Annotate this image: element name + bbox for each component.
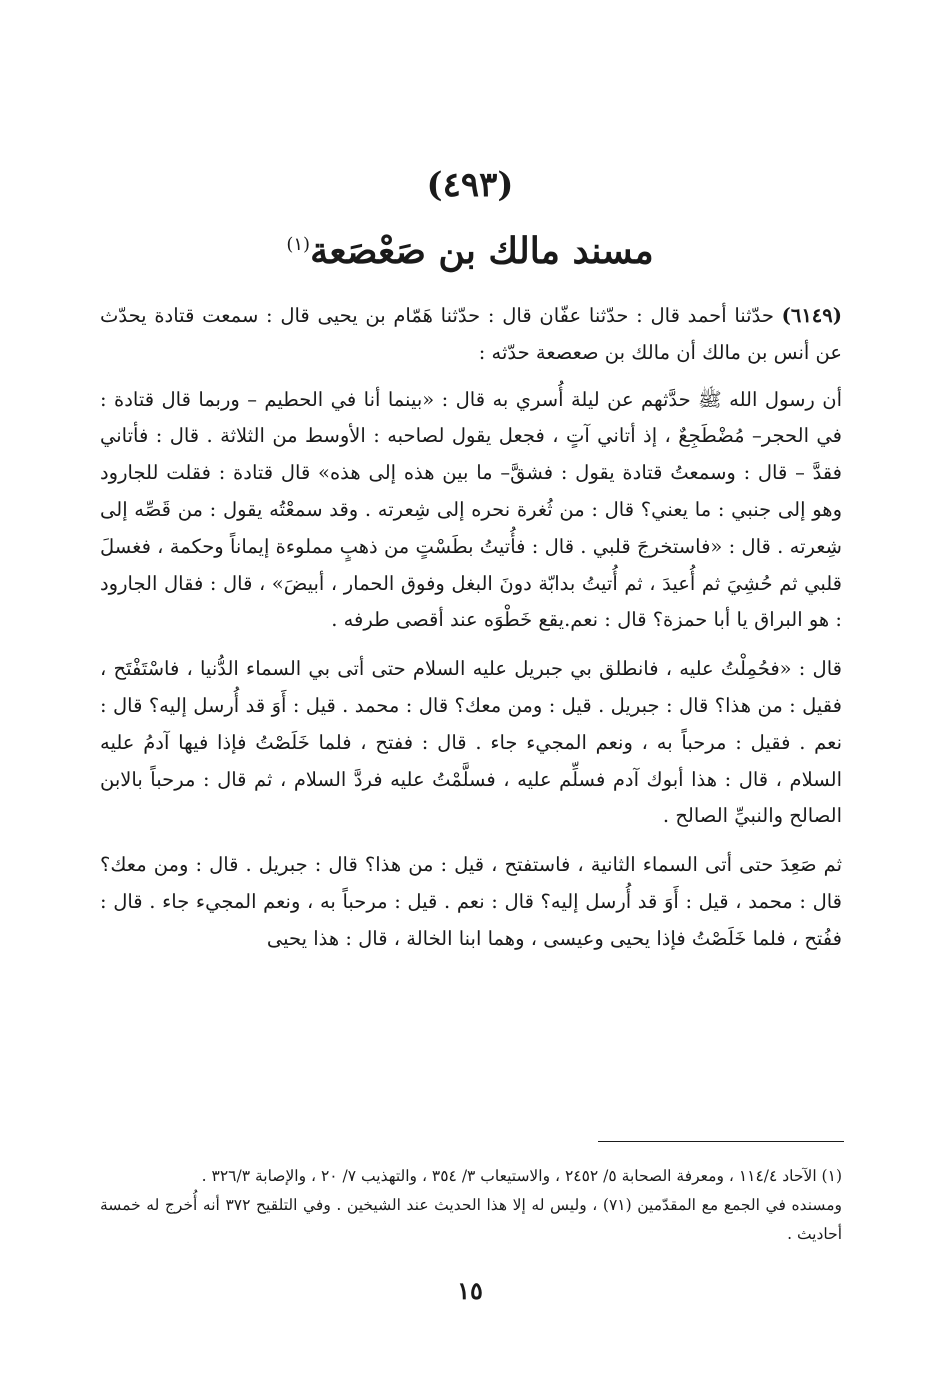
footnote-line: ومسنده في الجمع مع المقدّمين (٧١) ، وليس له إلا هذا الحديث عند الشيخين . وفي التلقيح ٣٧٢ أنه أُخرج له خمسة أحاديث . bbox=[100, 1196, 843, 1243]
paragraph-matn-3: ثم صَعِدَ حتى أتى السماء الثانية ، فاستفتح ، قيل : من هذا؟ قال : جبريل . قال : ومن معك؟ قال : محمد ، قيل : أَوَ قد أُرسل إليه؟ قال : نعم . قيل : مرحباً به ، ونعم المجيء جاء . قال : ففُتح ، فلما خَلَصْتُ فإذا يحيى وعيسى ، وهما ابنا الخالة ، قال : هذا يحيى bbox=[100, 853, 842, 950]
title-text: مسند مالك بن صَعْصَعة bbox=[310, 230, 654, 272]
title-footnote-marker: (١) bbox=[286, 234, 311, 255]
section-number: (٤٩٣) bbox=[426, 165, 514, 205]
paragraph-matn-1: أن رسول الله ﷺ حدَّثهم عن ليلة أُسري به قال : «بينما أنا في الحطيم – وربما قال قتادة : في الحجر– مُضْطَجِعٌ ، إذ أتاني آتٍ ، فجعل يقول لصاحبه : الأوسط من الثلاثة . قال : فأتاني فقدَّ – قال : وسمعتُ قتادة يقول : فشقَّ– ما بين هذه إلى هذه» قال قتادة : فقلت للجارود وهو إلى جنبي : ما يعني؟ قال : من ثُغرة نحره إلى شِعرته . وقد سمعْتُه يقول : من قَصِّه إلى شِعرته . قال : «فاستخرجَ قلبي . قال : فأُتيتُ بطَسْتٍ من ذهبٍ مملوءة إيماناً وحكمة ، فغسلَ قلبي ثم حُشِيَ ثم أُعيدَ ، ثم أُتيتُ بدابّة دونَ البغل وفوق الحمار ، أبيضَ» ، قال : فقال الجارود : هو البراق يا أبا حمزة؟ قال : نعم.يقع خَطْوَه عند أقصى طرفه . bbox=[100, 387, 842, 632]
page-title bbox=[0, 230, 940, 272]
footnote-divider bbox=[598, 1141, 844, 1142]
footnotes bbox=[100, 1162, 842, 1249]
paragraph-text: حدّثنا أحمد قال : حدّثنا عفّان قال : حدّثنا هَمّام بن يحيى قال : سمعت قتادة يحدّث عن أنس بن مالك أن مالك بن صعصعة حدّثه : bbox=[100, 304, 842, 364]
footnote-line: (١) الآحاد ١١٤/٤ ، ومعرفة الصحابة ٥/ ٢٤٥٢ ، والاستيعاب ٣/ ٣٥٤ ، والتهذيب ٧/ ٢٠ ، والإصابة ٣٢٦/٣ . bbox=[201, 1167, 842, 1185]
page-number: ١٥ bbox=[457, 1276, 483, 1305]
main-text bbox=[100, 298, 842, 970]
paragraph-isnad bbox=[100, 298, 842, 372]
hadith-number: (٦١٤٩) bbox=[781, 304, 842, 327]
paragraph-matn-2: قال : «فحُمِلْتُ عليه ، فانطلق بي جبريل عليه السلام حتى أتى بي السماء الدُّنيا ، فاسْتَفْتَح ، فقيل : من هذا؟ قال : جبريل . قيل : ومن معك؟ قال : محمد . قيل : أَوَ قد أُرسل إليه؟ قال : نعم . فقيل : مرحباً به ، ونعم المجيء جاء . قال : ففتح ، فلما خَلَصْتُ فإذا فيها آدمُ عليه السلام ، قال : هذا أبوك آدم فسلِّم عليه ، فسلَّمْتُ عليه فردَّ السلام ، ثم قال : مرحباً بالابن الصالح والنبيِّ الصالح . bbox=[100, 657, 842, 828]
